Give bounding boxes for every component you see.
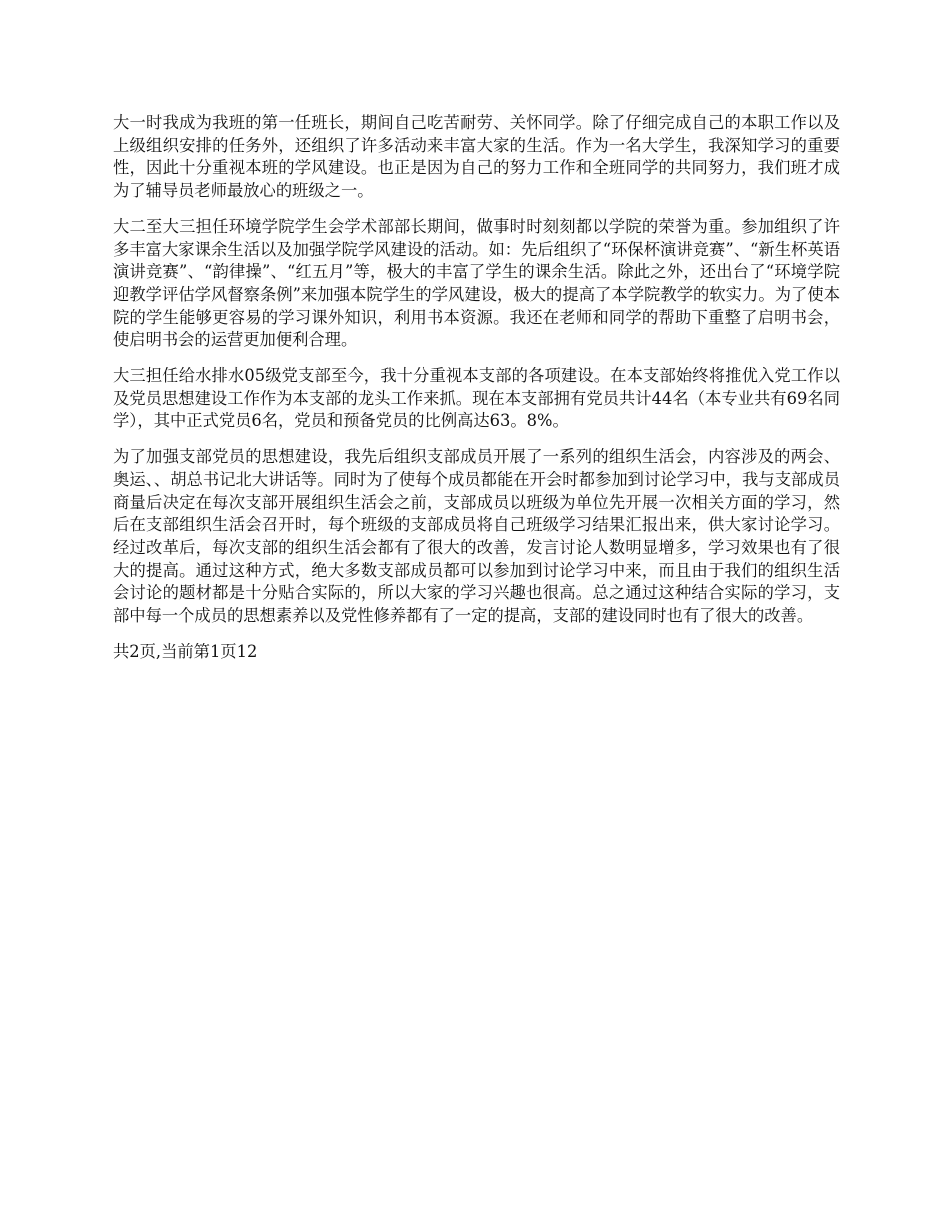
page-footer: 共2页,当前第1页12 — [113, 641, 258, 661]
document-page — [113, 112, 840, 663]
paragraph-class-monitor: 大一时我成为我班的第一任班长，期间自己吃苦耐劳、关怀同学。除了仔细完成自己的本职工作以及上级组织安排的任务外，还组织了许多活动来丰富大家的生活。作为一名大学生，我深知学习的重要性，因此十分重视本班的学风建设。也正是因为自己的努力工作和全班同学的共同努力，我们班才成为了辅导员老师最放心的班级之一。 — [113, 113, 840, 201]
paragraph-branch-study: 为了加强支部党员的思想建设，我先后组织支部成员开展了一系列的组织生活会，内容涉及的两会、奥运、、胡总书记北大讲话等。同时为了使每个成员都能在开会时都参加到讨论学习中，我与支部成员商量后决定在每次支部开展组织生活会之前，支部成员以班级为单位先开展一次相关方面的学习，然后在支部组织生活会召开时，每个班级的支部成员将自己班级学习结果汇报出来，供大家讨论学习。经过改革后，每次支部的组织生活会都有了很大的改善，发言讨论人数明显增多，学习效果也有了很大的提高。通过这种方式，绝大多数支部成员都可以参加到讨论学习中来，而且由于我们的组织生活会讨论的题材都是十分贴合实际的，所以大家的学习兴趣也很高。总之通过这种结合实际的学习，支部中每一个成员的思想素养以及党性修养都有了一定的提高，支部的建设同时也有了很大的改善。 — [113, 447, 840, 626]
paragraph-party-branch: 大三担任给水排水05级党支部至今，我十分重视本支部的各项建设。在本支部始终将推优入党工作以及党员思想建设工作作为本支部的龙头工作来抓。现在本支部拥有党员共计44名（本专业共有69名同学），其中正式党员6名，党员和预备党员的比例高达63。8%。 — [113, 366, 840, 431]
paragraph-student-union: 大二至大三担任环境学院学生会学术部部长期间，做事时时刻刻都以学院的荣誉为重。参加组织了许多丰富大家课余生活以及加强学院学风建设的活动。如：先后组织了“环保杯演讲竞赛”、“新生杯英语演讲竞赛”、“韵律操”、“红五月”等，极大的丰富了学生的课余生活。除此之外，还出台了“环境学院迎教学评估学风督察条例”来加强本院学生的学风建设，极大的提高了本学院教学的软实力。为了使本院的学生能够更容易的学习课外知识，利用书本资源。我还在老师和同学的帮助下重整了启明书会，使启明书会的运营更加便利合理。 — [113, 216, 840, 350]
